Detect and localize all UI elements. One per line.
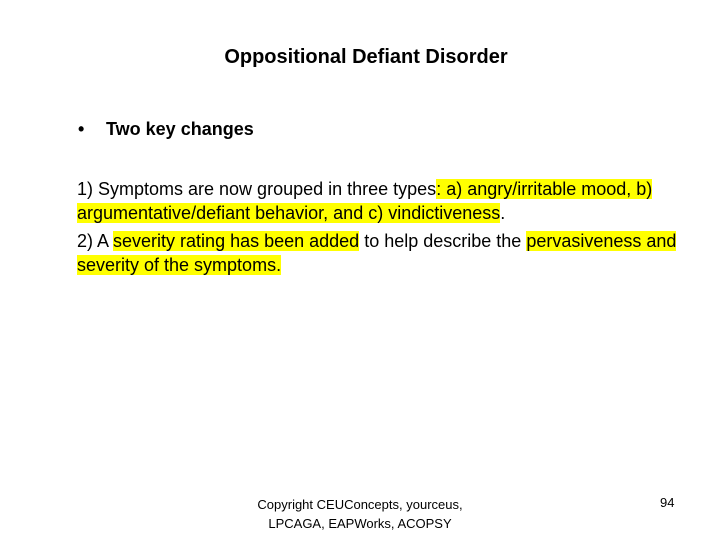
bullet-item — [78, 119, 254, 140]
bullet-text: Two key changes — [106, 119, 254, 139]
change-item-2-highlight: severity rating has been added — [113, 231, 360, 251]
change-item-1-end: . — [500, 203, 506, 223]
change-item-2-middle: to help describe the — [359, 231, 527, 251]
change-item-1-lead: 1) Symptoms are now grouped in three types — [77, 179, 437, 199]
change-item-1-highlight: : a) angry/irritable mood, b) argumentative/defiant behavior, and c) vindictiveness — [77, 179, 653, 223]
slide-title: Oppositional Defiant Disorder — [224, 46, 508, 68]
change-item-2 — [77, 229, 677, 277]
slide-body — [77, 177, 677, 281]
change-item-2-highlight-end: pervasiveness and severity of the symptoms. — [77, 231, 677, 275]
copyright-footer: Copyright CEUConcepts, yourceus, LPCAGA, EAPWorks, ACOPSY — [257, 497, 463, 531]
page-number: 94 — [660, 495, 675, 510]
change-item-1 — [77, 177, 677, 225]
change-item-2-lead: 2) A — [77, 231, 114, 251]
bullet-marker: • — [78, 119, 85, 139]
